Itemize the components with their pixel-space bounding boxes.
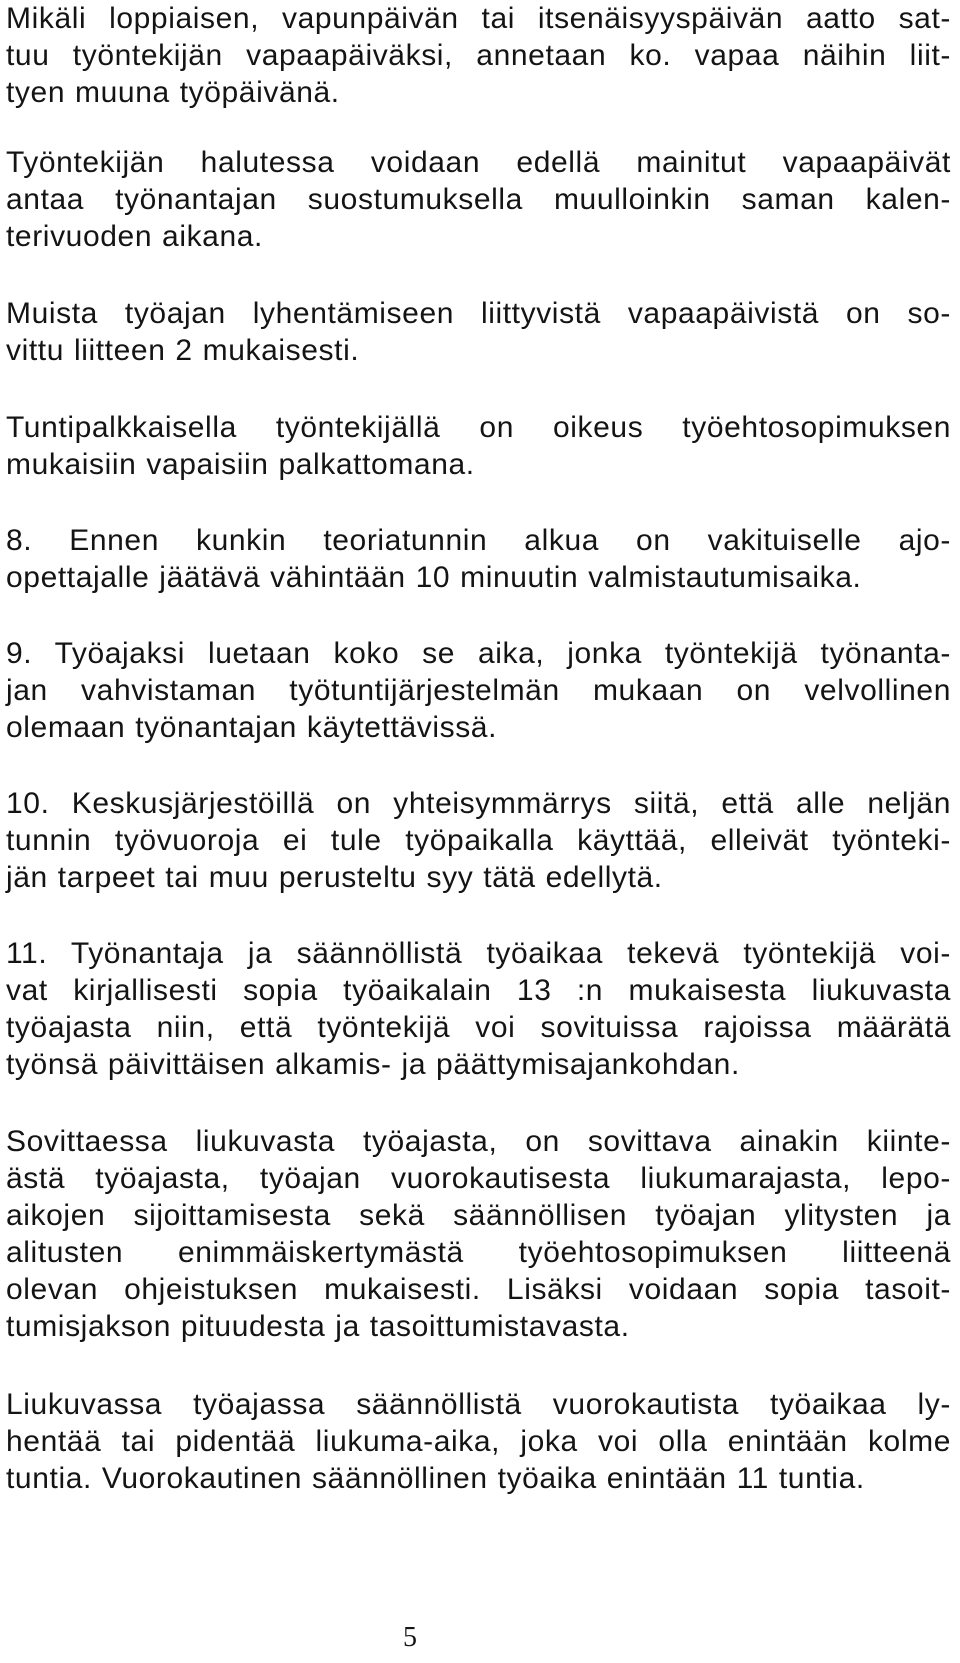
- text-line: antaa työnantajan suostumuksella muulloinkin saman kalen-: [6, 183, 951, 216]
- text-line: ästä työajasta, työajan vuorokautisesta liukumarajasta, lepo-: [6, 1162, 951, 1195]
- page-number: 5: [403, 1622, 417, 1653]
- paragraph-section-11: [6, 935, 951, 1083]
- text-line: jän tarpeet tai muu perusteltu syy tätä edellytä.: [6, 861, 663, 894]
- paragraph-working-time-reduction: [6, 295, 951, 369]
- text-line: hentää tai pidentää liukuma-aika, joka voi olla enintään kolme: [6, 1425, 951, 1458]
- text-line: Työntekijän halutessa voidaan edellä mainitut vapaapäivät: [6, 146, 951, 179]
- text-line: työnsä päivittäisen alkamis- ja päättymisajankohdan.: [6, 1048, 740, 1081]
- text-line: 10. Keskusjärjestöillä on yhteisymmärrys siitä, että alle neljän: [6, 787, 951, 820]
- paragraph-section-9: [6, 635, 951, 746]
- text-line: työajasta niin, että työntekijä voi sovituissa rajoissa määrätä: [6, 1011, 951, 1044]
- text-line: Tuntipalkkaisella työntekijällä on oikeus työehtosopimuksen: [6, 411, 951, 444]
- paragraph-section-8: [6, 522, 951, 596]
- text-line: Liukuvassa työajassa säännöllistä vuorokautista työaikaa ly-: [6, 1388, 951, 1421]
- paragraph-flexible-time-agreement: [6, 1123, 951, 1345]
- paragraph-hourly-paid: [6, 409, 951, 483]
- text-line: aikojen sijoittamisesta sekä säännöllisen työajan ylitysten ja: [6, 1199, 951, 1232]
- text-line: tuntia. Vuorokautinen säännöllinen työaika enintään 11 tuntia.: [6, 1462, 865, 1495]
- text-line: Muista työajan lyhentämiseen liittyvistä vapaapäivistä on so-: [6, 297, 951, 330]
- paragraph-holiday-eves: [6, 0, 951, 111]
- text-line: tuu työntekijän vapaapäiväksi, annetaan ko. vapaa näihin liit-: [6, 39, 951, 72]
- text-line: opettajalle jäätävä vähintään 10 minuutin valmistautumisaika.: [6, 561, 862, 594]
- paragraph-flexible-time-limits: [6, 1386, 951, 1497]
- text-line: 11. Työnantaja ja säännöllistä työaikaa tekevä työntekijä voi-: [6, 937, 951, 970]
- text-line: tumisjakson pituudesta ja tasoittumistavasta.: [6, 1310, 630, 1343]
- text-line: Mikäli loppiaisen, vapunpäivän tai itsenäisyyspäivän aatto sat-: [6, 2, 951, 35]
- text-line: tunnin työvuoroja ei tule työpaikalla käyttää, elleivät työnteki-: [6, 824, 951, 857]
- text-line: 8. Ennen kunkin teoriatunnin alkua on vakituiselle ajo-: [6, 524, 951, 557]
- text-line: 9. Työajaksi luetaan koko se aika, jonka työntekijä työnanta-: [6, 637, 951, 670]
- text-line: vittu liitteen 2 mukaisesti.: [6, 334, 360, 367]
- text-line: vat kirjallisesti sopia työaikalain 13 :n mukaisesta liukuvasta: [6, 974, 951, 1007]
- text-line: tyen muuna työpäivänä.: [6, 76, 340, 109]
- text-line: mukaisiin vapaisiin palkattomana.: [6, 448, 475, 481]
- text-line: alitusten enimmäiskertymästä työehtosopimuksen liitteenä: [6, 1236, 951, 1269]
- text-line: olemaan työnantajan käytettävissä.: [6, 711, 498, 744]
- text-line: terivuoden aikana.: [6, 220, 263, 253]
- paragraph-days-off-transfer: [6, 144, 951, 255]
- paragraph-section-10: [6, 785, 951, 896]
- text-line: Sovittaessa liukuvasta työajasta, on sovittava ainakin kiinte-: [6, 1125, 951, 1158]
- text-line: olevan ohjeistuksen mukaisesti. Lisäksi voidaan sopia tasoit-: [6, 1273, 951, 1306]
- text-line: jan vahvistaman työtuntijärjestelmän mukaan on velvollinen: [6, 674, 951, 707]
